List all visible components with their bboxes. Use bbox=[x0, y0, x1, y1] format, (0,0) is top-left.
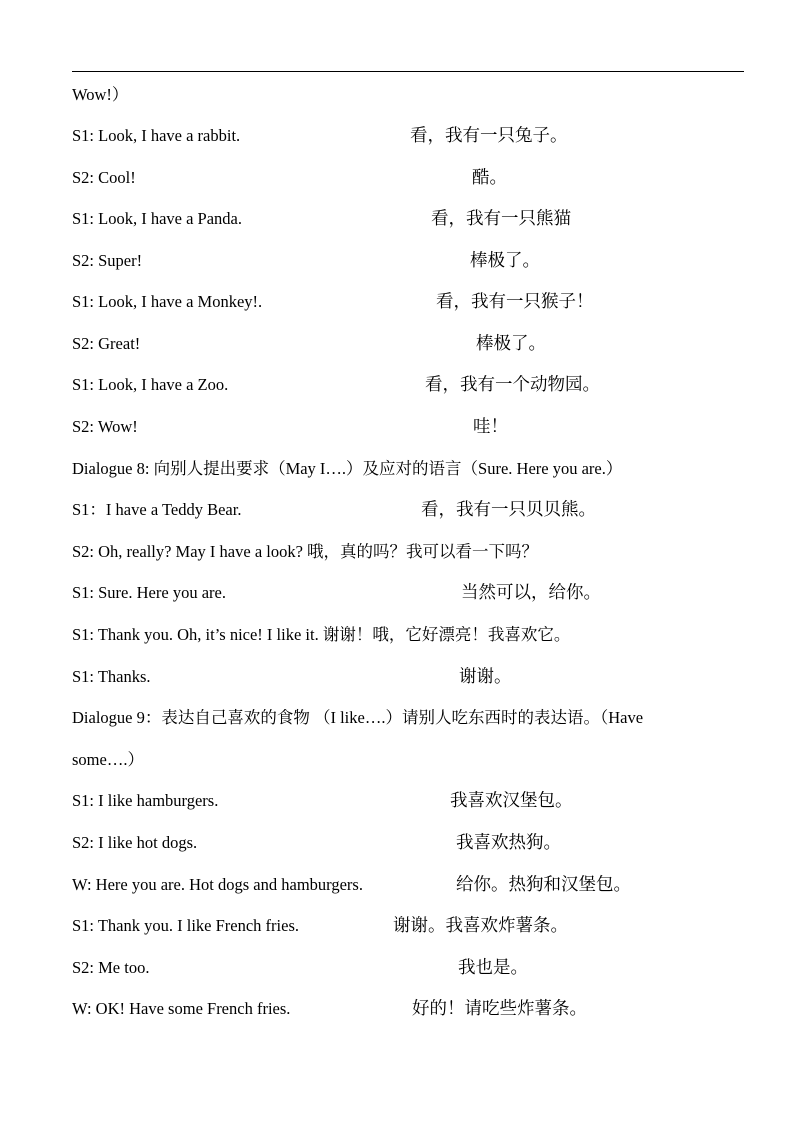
line-2-zh: 看，我有一只兔子。 bbox=[410, 126, 568, 146]
line-20-en: W: Here you are. Hot dogs and hamburgers. bbox=[72, 875, 363, 894]
line-19-en: S2: I like hot dogs. bbox=[72, 833, 198, 852]
line-6-zh: 看，我有一只猴子！ bbox=[436, 292, 594, 312]
line-18-zh: 我喜欢汉堡包。 bbox=[450, 791, 573, 811]
line-19-zh: 我喜欢热狗。 bbox=[456, 833, 561, 853]
line-8-en: S1: Look, I have a Zoo. bbox=[72, 375, 229, 394]
line-3-en: S2: Cool! bbox=[72, 168, 136, 187]
line-18-en: S1: I like hamburgers. bbox=[72, 791, 219, 810]
line-20-zh: 给你。热狗和汉堡包。 bbox=[456, 875, 631, 895]
line-11-zh: 看，我有一只贝贝熊。 bbox=[421, 500, 596, 520]
line-9-en: S2: Wow! bbox=[72, 417, 138, 436]
line-2-en: S1: Look, I have a rabbit. bbox=[72, 126, 241, 145]
line-4-zh: 看，我有一只熊猫 bbox=[431, 209, 571, 229]
line-21-zh: 谢谢。我喜欢炸薯条。 bbox=[393, 916, 568, 936]
line-21-en: S1: Thank you. I like French fries. bbox=[72, 916, 299, 935]
dialogue-8-heading: Dialogue 8: 向别人提出要求（May I….）及应对的语言（Sure. Here you are.） bbox=[72, 459, 623, 478]
line-9-zh: 哇！ bbox=[473, 417, 508, 437]
line-7-zh: 棒极了。 bbox=[476, 334, 546, 354]
line-12: S2: Oh, really? May I have a look? 哦，真的吗？我可以看一下吗？ bbox=[72, 542, 539, 561]
line-5-en: S2: Super! bbox=[72, 251, 143, 270]
line-5-zh: 棒极了。 bbox=[470, 251, 540, 271]
line-15-zh: 谢谢。 bbox=[459, 667, 512, 687]
line-23-en: W: OK! Have some French fries. bbox=[72, 999, 291, 1018]
line-6-en: S1: Look, I have a Monkey!. bbox=[72, 292, 263, 311]
line-22-en: S2: Me too. bbox=[72, 958, 150, 977]
line-22-zh: 我也是。 bbox=[458, 958, 528, 978]
line-13-en: S1: Sure. Here you are. bbox=[72, 583, 226, 602]
line-1-en: Wow!） bbox=[72, 85, 129, 104]
line-15-en: S1: Thanks. bbox=[72, 667, 151, 686]
header-rule bbox=[72, 71, 744, 72]
line-3-zh: 酷。 bbox=[472, 168, 507, 188]
line-23-zh: 好的！请吃些炸薯条。 bbox=[412, 999, 587, 1019]
line-13-zh: 当然可以，给你。 bbox=[461, 583, 601, 603]
line-8-zh: 看，我有一个动物园。 bbox=[425, 375, 600, 395]
dialogue-9-heading: Dialogue 9：表达自己喜欢的食物 （I like….）请别人吃东西时的表达语。（Have bbox=[72, 708, 644, 727]
dialogue-9-heading-cont: some….） bbox=[72, 750, 144, 769]
line-11-en: S1：I have a Teddy Bear. bbox=[72, 500, 242, 519]
line-4-en: S1: Look, I have a Panda. bbox=[72, 209, 243, 228]
line-14: S1: Thank you. Oh, it’s nice! I like it. 谢谢！哦，它好漂亮！我喜欢它。 bbox=[72, 625, 571, 644]
line-7-en: S2: Great! bbox=[72, 334, 141, 353]
